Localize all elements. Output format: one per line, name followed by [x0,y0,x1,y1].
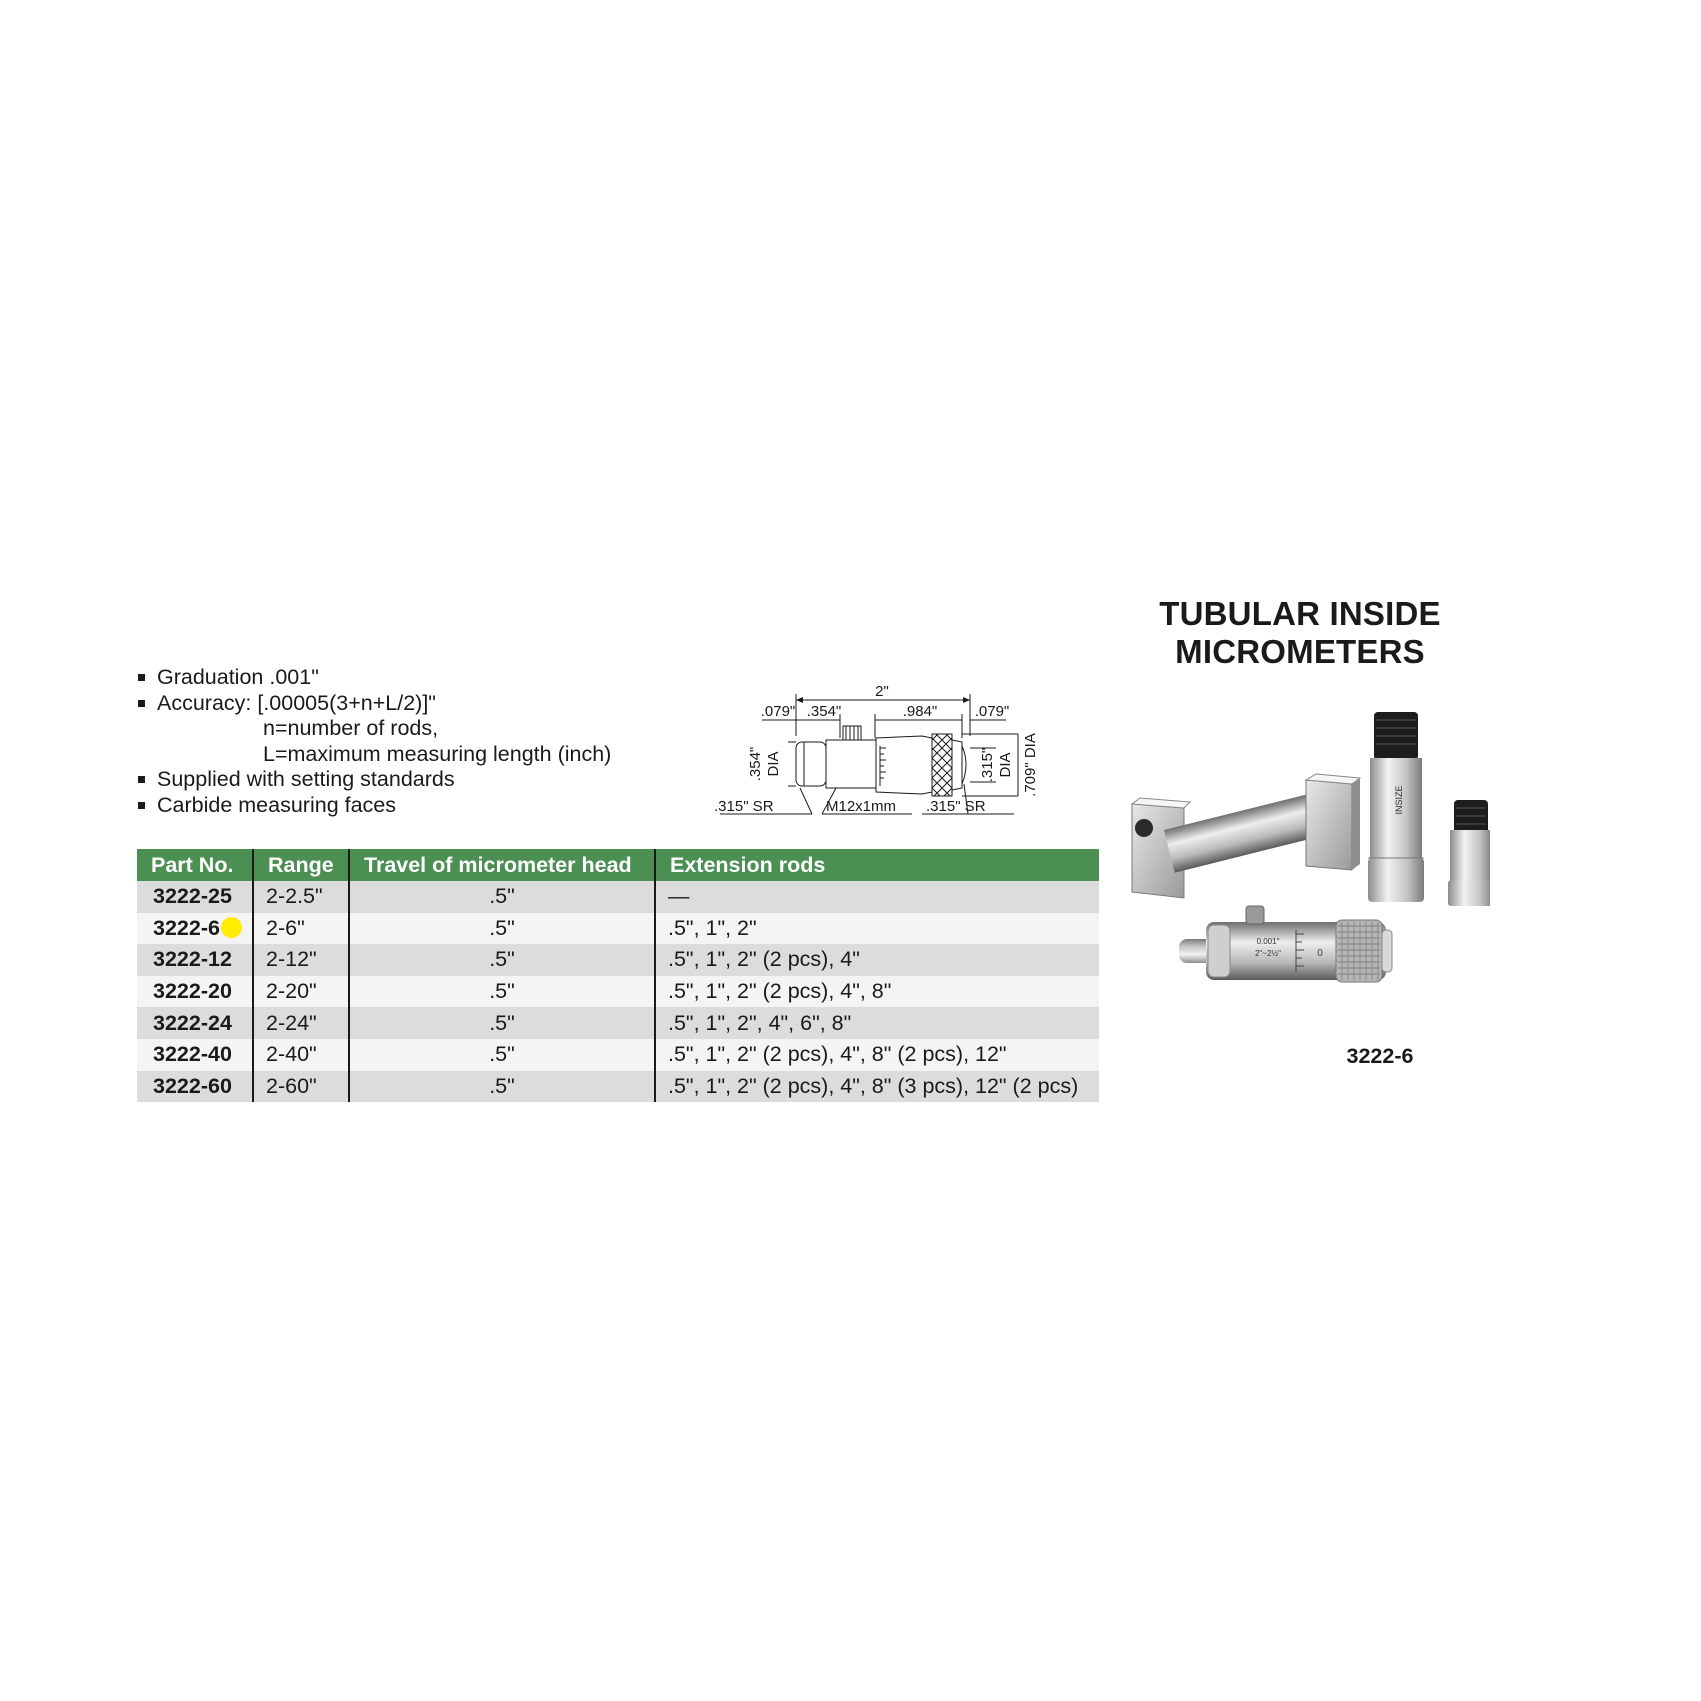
spec-supplied [137,767,611,793]
header-extension-rods: Extension rods [655,849,1099,881]
dim-left-sr: .315" SR [714,798,774,815]
square-bullet-icon [138,802,145,809]
travel-cell: .5" [349,1007,655,1039]
spec-accuracy-text: Accuracy: [.00005(3+n+L/2)]" [157,690,436,715]
travel-cell: .5" [349,944,655,976]
product-caption: 3222-6 [1346,1044,1414,1068]
table-row [137,913,1099,945]
scale-range: 2"~2½" [1255,949,1281,958]
part-number: 3222-25 [137,881,253,913]
square-bullet-icon [138,776,145,783]
rods-cell: .5", 1", 2" (2 pcs), 4", 8" [655,976,1099,1008]
range-cell: 2-60" [253,1071,349,1103]
dim-body-dia: .709" DIA [1022,733,1039,797]
rods-cell: .5", 1", 2", 4", 6", 8" [655,1007,1099,1039]
spec-supplied-text: Supplied with setting standards [157,767,455,791]
square-bullet-icon [138,700,145,707]
table-row [137,1007,1099,1039]
travel-cell: .5" [349,881,655,913]
spec-accuracy [137,691,611,717]
rod-marking: INSIZE [1394,785,1404,815]
square-bullet-icon [138,674,145,681]
dim-overall: 2" [875,683,889,700]
header-range: Range [253,849,349,881]
spec-n-definition: n=number of rods, [263,716,439,740]
dim-spindle-dia: .315" [979,747,996,783]
micrometer-head [1179,906,1392,982]
part-number: 3222-60 [137,1071,253,1103]
spec-l-definition: L=maximum measuring length (inch) [263,741,612,766]
dim-right-sr: .315" SR [926,798,986,815]
table-row [137,881,1099,913]
dim-thread: M12x1mm [826,798,897,815]
range-cell: 2-6" [253,913,349,945]
rods-cell: .5", 1", 2" (2 pcs), 4", 8" (2 pcs), 12" [655,1039,1099,1071]
part-number-cell [137,913,253,945]
spec-faces [137,793,611,819]
part-number: 3222-12 [137,944,253,976]
range-cell: 2-12" [253,944,349,976]
rods-cell: .5", 1", 2" (2 pcs), 4" [655,944,1099,976]
table-row [137,1071,1099,1103]
travel-cell: .5" [349,1071,655,1103]
page-title: TUBULAR INSIDE MICROMETERS [1159,595,1441,670]
travel-cell: .5" [349,913,655,945]
dim-anvil-dia-unit: DIA [765,751,782,777]
product-photo [1120,700,1490,1000]
range-cell: 2-40" [253,1039,349,1071]
travel-cell: .5" [349,1039,655,1071]
spec-graduation [137,665,611,691]
thimble-digit: 0 [1317,948,1323,959]
rods-cell: — [655,881,1099,913]
rods-cell: .5", 1", 2" (2 pcs), 4", 8" (3 pcs), 12" (2 pcs) [655,1071,1099,1103]
yellow-dot-icon [221,917,242,938]
table-header-row [137,849,1099,881]
table-row [137,944,1099,976]
header-travel: Travel of micrometer head [349,849,655,881]
dim-spindle-dia-unit: DIA [997,752,1014,778]
table-row [137,1039,1099,1071]
scale-marking: 0.001" [1256,937,1280,946]
range-cell: 2-2.5" [253,881,349,913]
dim-anvil-dia: .354" [747,746,764,782]
rods-cell: .5", 1", 2" [655,913,1099,945]
extension-rod-long [1368,712,1424,902]
dim-anvil: .354" [806,703,842,720]
dim-thimble: .984" [902,703,938,720]
specifications-table [137,849,1099,1102]
spec-list [137,665,611,818]
part-number: 3222-40 [137,1039,253,1071]
header-part-no: Part No. [137,849,253,881]
part-number: 3222-6 [153,915,220,940]
part-number: 3222-20 [137,976,253,1008]
range-cell: 2-20" [253,976,349,1008]
extension-rod-short [1448,800,1490,906]
dim-right-face: .079" [974,703,1010,720]
dim-left-face: .079" [760,703,796,720]
spec-graduation-text: Graduation .001" [157,665,319,689]
travel-cell: .5" [349,976,655,1008]
dimension-diagram [700,676,1070,826]
part-number: 3222-24 [137,1007,253,1039]
setting-standard [1132,774,1360,898]
table-row [137,976,1099,1008]
spec-faces-text: Carbide measuring faces [157,792,397,817]
range-cell: 2-24" [253,1007,349,1039]
